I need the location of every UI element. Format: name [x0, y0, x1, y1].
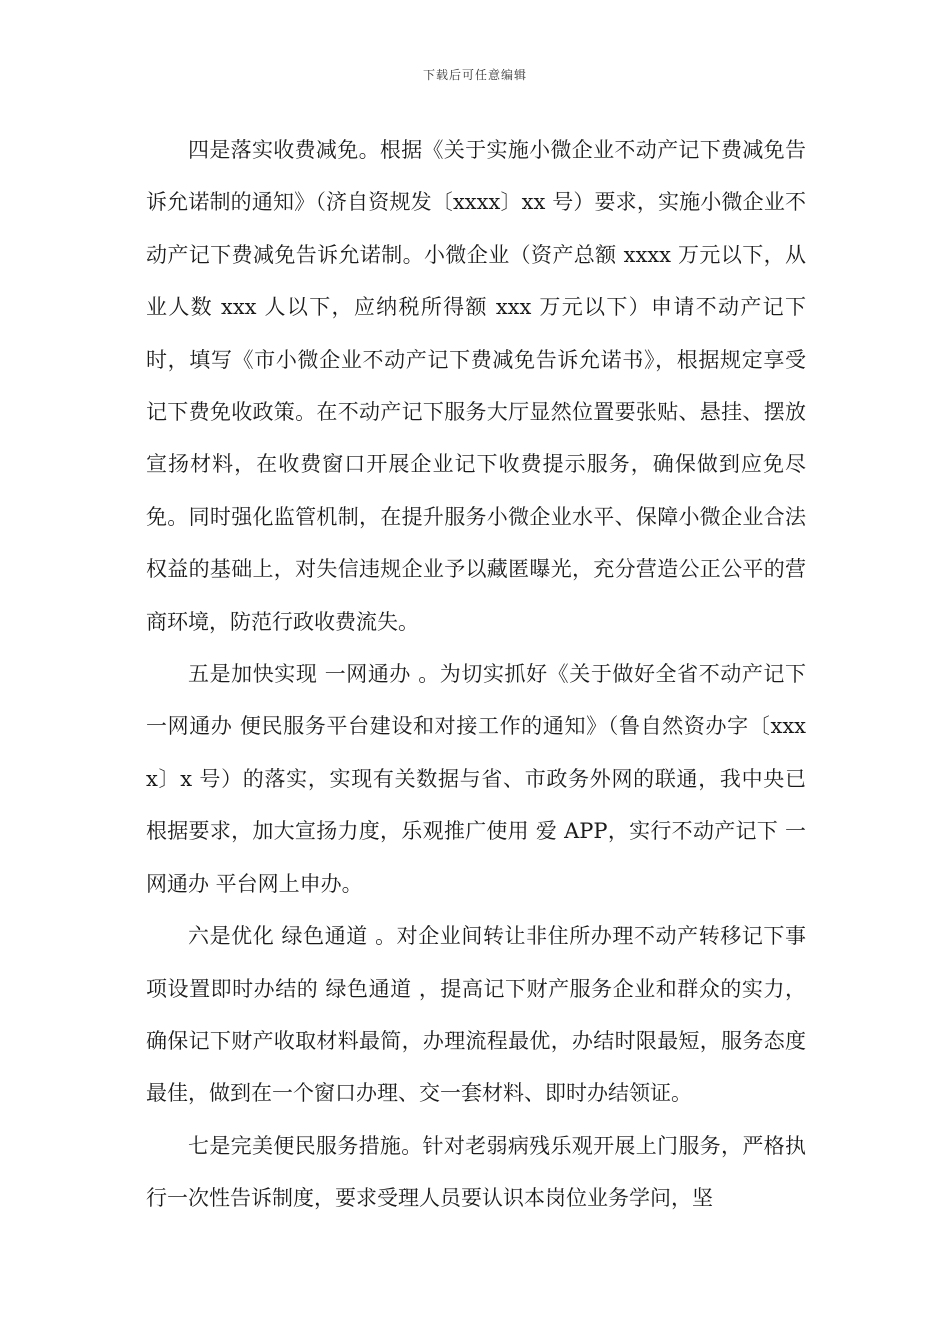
- paragraph-fee-reduction: 四是落实收费减免。根据《关于实施小微企业不动产记下费减免告诉允诺制的通知》（济自资规发〔xxxx〕xx 号）要求，实施小微企业不动产记下费减免告诉允诺制。小微企业（资产总额 xxxx 万元以下，从业人数 xxx 人以下，应纳税所得额 xxx 万元以下）申请不动产记下时，填写《市小微企业不动产记下费减免告诉允诺书》，根据规定享受记下费免收政策。在不动产记下服务大厅显然位置要张贴、悬挂、摆放宣扬材料，在收费窗口开展企业记下收费提示服务，确保做到应免尽免。同时强化监管机制，在提升服务小微企业水平、保障小微企业合法权益的基础上，对失信违规企业予以藏匿曝光，充分营造公正公平的营商环境，防范行政收费流失。: [146, 138, 806, 634]
- paragraph-one-network: 五是加快实现 一网通办 。为切实抓好《关于做好全省不动产记下 一网通办 便民服务平台建设和对接工作的通知》（鲁自然资办字〔xxxx〕x 号）的落实，实现有关数据与省、市政务外网的联通，我中央已根据要求，加大宣扬力度，乐观推广使用 爱 APP，实行不动产记下 一网通办 平台网上申办。: [146, 662, 806, 896]
- paragraph-green-channel: 六是优化 绿色通道 。对企业间转让非住所办理不动产转移记下事项设置即时办结的 绿色通道 ，提高记下财产服务企业和群众的实力，确保记下财产收取材料最简，办理流程最优，办结时限最短，服务态度最佳，做到在一个窗口办理、交一套材料、即时办结领证。: [146, 924, 806, 1106]
- page-header-note: 下载后可任意编辑: [422, 68, 527, 82]
- document-body: [146, 124, 806, 1225]
- paragraph-convenience-service: 七是完美便民服务措施。针对老弱病残乐观开展上门服务，严格执行一次性告诉制度，要求受理人员要认识本岗位业务学问，坚: [146, 1133, 806, 1211]
